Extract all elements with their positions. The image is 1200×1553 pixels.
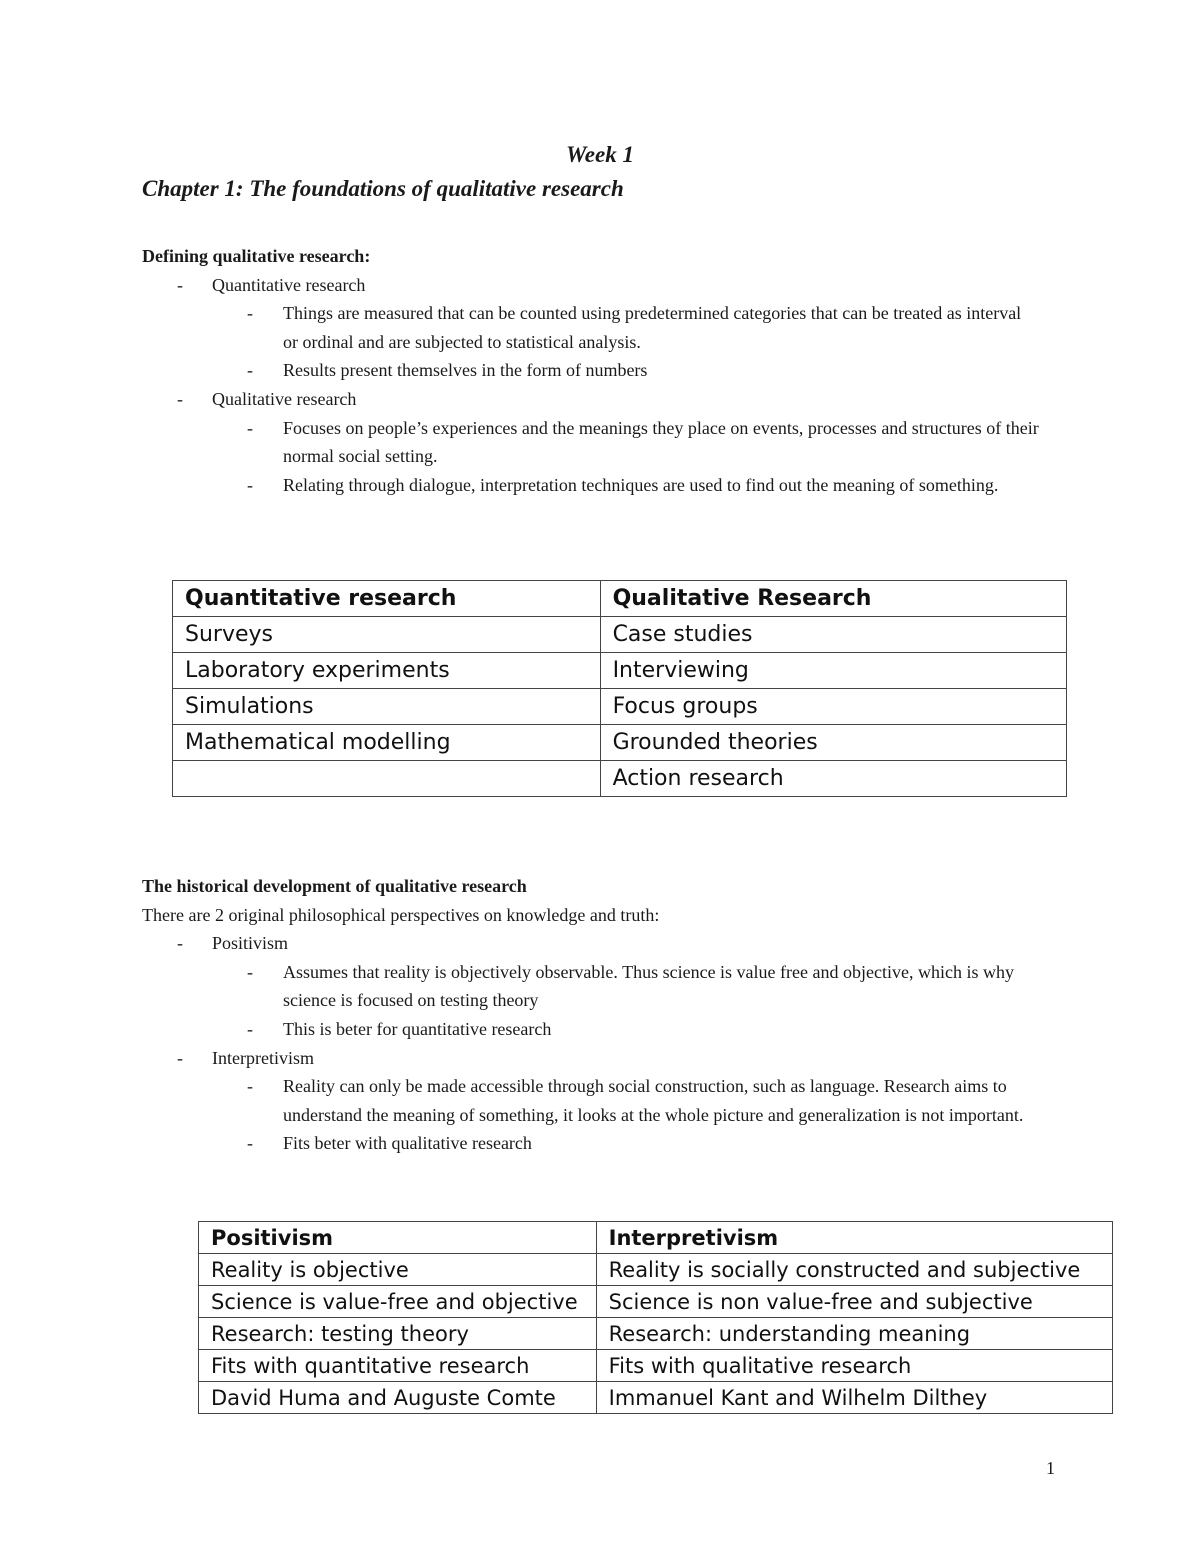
- table-cell: [173, 761, 601, 797]
- table-row: [199, 1318, 1113, 1350]
- list-item: [142, 385, 1082, 499]
- methods-table: [172, 580, 1067, 797]
- sub-list-item-text: Assumes that reality is objectively observable. Thus science is value free and objective, which is why science is focused on testing theory: [283, 961, 1014, 1011]
- table-cell: Action research: [600, 761, 1066, 797]
- table-row: [199, 1382, 1113, 1414]
- table-row: [199, 1350, 1113, 1382]
- historical-heading: The historical development of qualitative research: [142, 876, 527, 896]
- table-cell: Reality is objective: [199, 1254, 597, 1286]
- defining-heading: Defining qualitative research:: [142, 246, 371, 266]
- list-item: [142, 929, 1082, 1043]
- sub-list: [142, 958, 1082, 1044]
- sub-list-item: [142, 356, 1023, 385]
- sub-list-item: [142, 1072, 1058, 1129]
- table-cell: Grounded theories: [600, 725, 1066, 761]
- table-cell: Research: understanding meaning: [596, 1318, 1112, 1350]
- table-row: [173, 725, 1067, 761]
- dash-marker: -: [247, 1133, 253, 1154]
- sub-list-item: [142, 1129, 1053, 1158]
- table-cell: Simulations: [173, 689, 601, 725]
- dash-marker: -: [247, 417, 253, 438]
- sub-list-item: [142, 414, 1043, 471]
- sub-list-item: [142, 958, 1053, 1015]
- table-header-row: [199, 1222, 1113, 1254]
- historical-section: [142, 872, 1082, 1158]
- list-item: [142, 271, 1082, 385]
- chapter-title: Chapter 1: The foundations of qualitative research: [142, 176, 624, 201]
- sub-list: [142, 414, 1082, 500]
- sub-list-item-text: This is beter for quantitative research: [283, 1018, 552, 1039]
- dash-marker: -: [177, 388, 183, 409]
- defining-section: [142, 242, 1082, 499]
- dash-marker: -: [177, 274, 183, 295]
- dash-marker: -: [247, 360, 253, 381]
- table-cell: Mathematical modelling: [173, 725, 601, 761]
- sub-list-item: [142, 299, 1023, 356]
- sub-list-item-text: Fits beter with qualitative research: [283, 1133, 532, 1154]
- table-cell: Research: testing theory: [199, 1318, 597, 1350]
- list-item: [142, 1044, 1082, 1158]
- dash-marker: -: [247, 1076, 253, 1097]
- dash-marker: -: [247, 961, 253, 982]
- table-header-cell: Positivism: [199, 1222, 597, 1254]
- dash-marker: -: [247, 474, 253, 495]
- dash-marker: -: [177, 1047, 183, 1068]
- sub-list-item-text: Focuses on people’s experiences and the meanings they place on events, processes and structures of their normal social setting.: [283, 417, 1039, 467]
- dash-marker: -: [177, 933, 183, 954]
- table-cell: Fits with qualitative research: [596, 1350, 1112, 1382]
- table-cell: Fits with quantitative research: [199, 1350, 597, 1382]
- table-header-cell: Qualitative Research: [600, 581, 1066, 617]
- historical-list: [142, 929, 1082, 1158]
- list-item-label: Qualitative research: [212, 388, 357, 409]
- table-cell: Science is non value-free and subjective: [596, 1286, 1112, 1318]
- table-row: [173, 761, 1067, 797]
- list-item-label: Quantitative research: [212, 274, 366, 295]
- sub-list-item: [142, 1015, 1053, 1044]
- table-cell: Reality is socially constructed and subjective: [596, 1254, 1112, 1286]
- table-cell: Focus groups: [600, 689, 1066, 725]
- table-cell: Interviewing: [600, 653, 1066, 689]
- sub-list: [142, 299, 1082, 385]
- table-cell: Science is value-free and objective: [199, 1286, 597, 1318]
- sub-list-item-text: Relating through dialogue, interpretation techniques are used to find out the meaning of something.: [283, 474, 999, 495]
- paradigm-table: [198, 1221, 1113, 1414]
- table-cell: Surveys: [173, 617, 601, 653]
- table-header-cell: Quantitative research: [173, 581, 601, 617]
- sub-list-item-text: Reality can only be made accessible through social construction, such as language. Research aims to understand the meaning of something, it looks at the whole picture and generalization is not important.: [283, 1076, 1024, 1125]
- table-row: [173, 617, 1067, 653]
- table-row: [199, 1254, 1113, 1286]
- sub-list-item-text: Results present themselves in the form of numbers: [283, 360, 648, 381]
- sub-list-item-text: Things are measured that can be counted using predetermined categories that can be treated as interval or ordinal and are subjected to statistical analysis.: [283, 303, 1022, 352]
- dash-marker: -: [247, 303, 253, 324]
- table-cell: Case studies: [600, 617, 1066, 653]
- table-header-cell: Interpretivism: [596, 1222, 1112, 1254]
- defining-list: [142, 271, 1082, 500]
- table-row: [199, 1286, 1113, 1318]
- table-cell: David Huma and Auguste Comte: [199, 1382, 597, 1414]
- list-item-label: Positivism: [212, 933, 289, 954]
- sub-list: [142, 1072, 1082, 1158]
- page-number: 1: [1046, 1458, 1055, 1478]
- table-cell: Laboratory experiments: [173, 653, 601, 689]
- table-cell: Immanuel Kant and Wilhelm Dilthey: [596, 1382, 1112, 1414]
- table-header-row: [173, 581, 1067, 617]
- list-item-label: Interpretivism: [212, 1047, 314, 1068]
- dash-marker: -: [247, 1018, 253, 1039]
- sub-list-item: [142, 471, 1053, 500]
- week-title: Week 1: [566, 142, 634, 167]
- historical-intro: There are 2 original philosophical perspectives on knowledge and truth:: [142, 904, 660, 925]
- table-row: [173, 689, 1067, 725]
- table-row: [173, 653, 1067, 689]
